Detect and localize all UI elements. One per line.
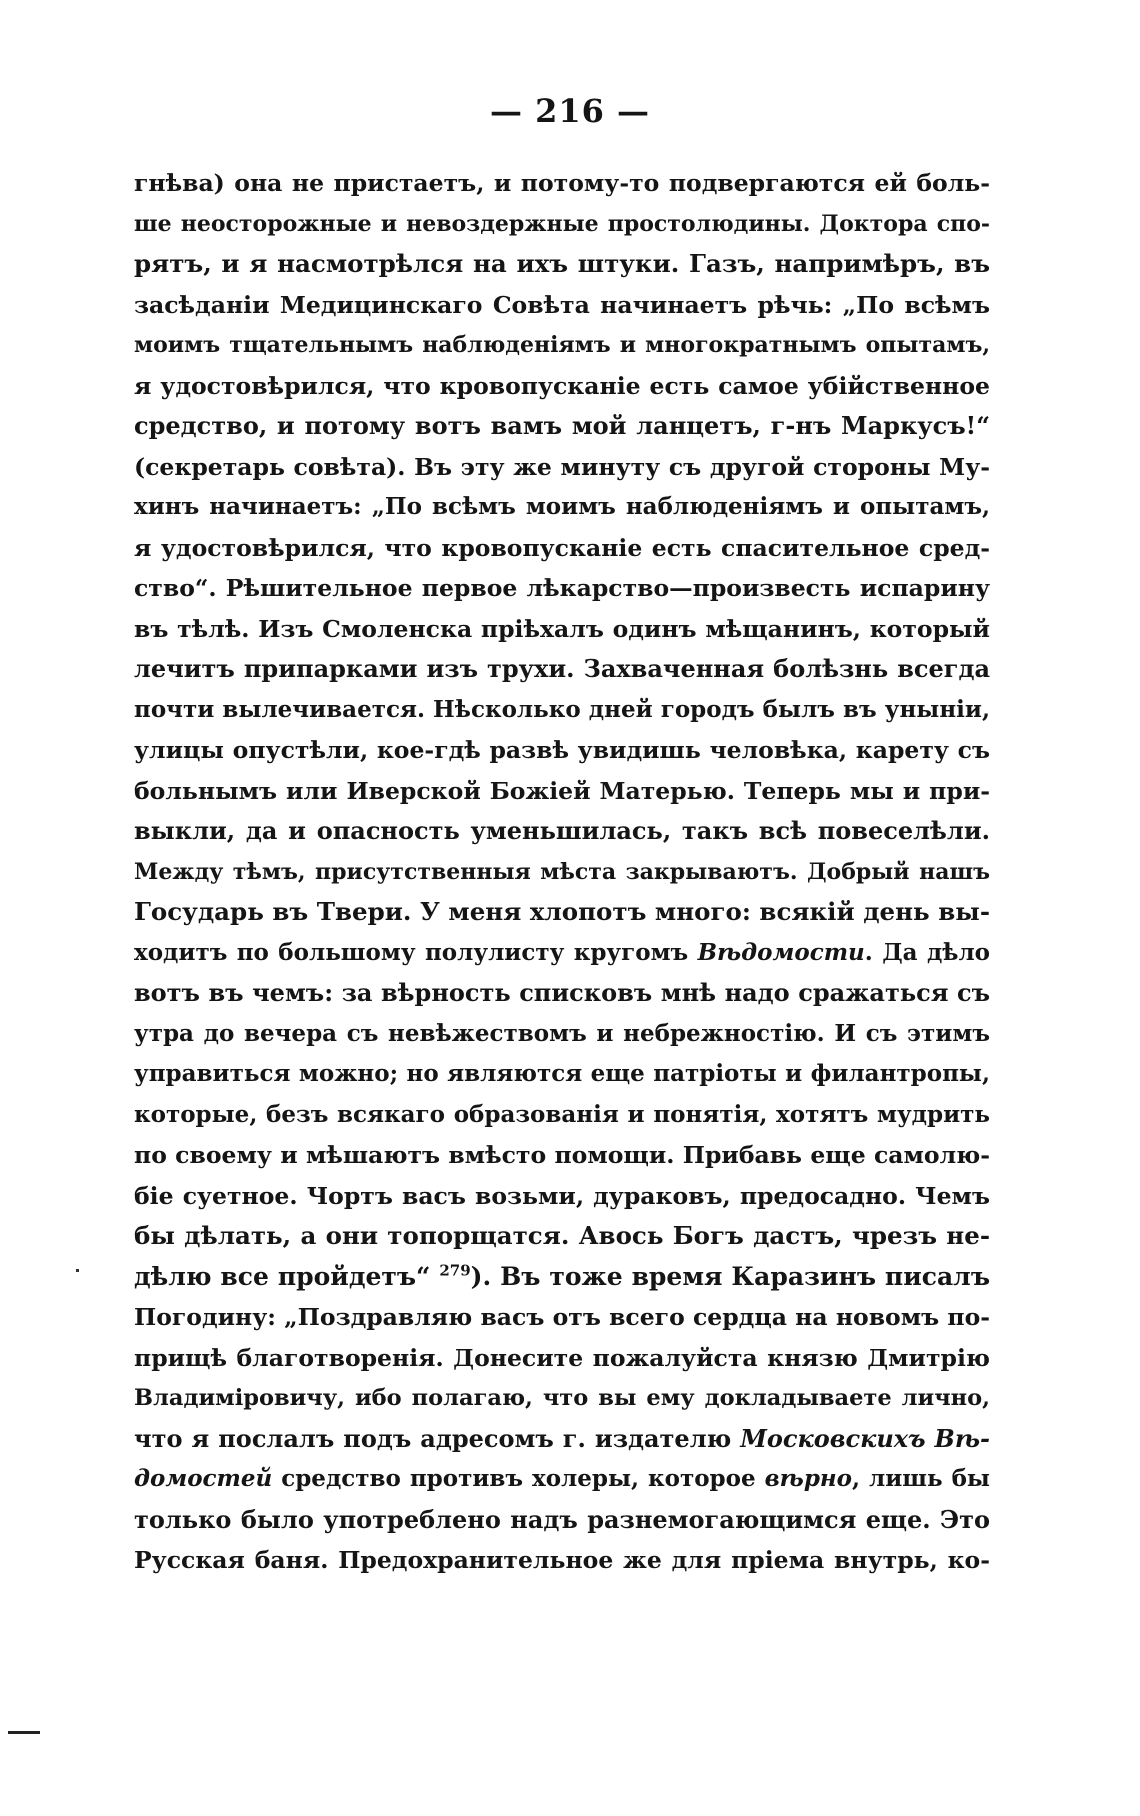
- text-line: лечитъ припарками изъ трухи. Захваченная болѣзнь всегда: [134, 654, 990, 683]
- body-text: [134, 163, 990, 1581]
- text-line: Государь въ Твери. У меня хлопотъ много: всякій день вы-: [134, 897, 990, 926]
- text-line: управиться можно; но являются еще патріоты и филантропы,: [134, 1060, 990, 1087]
- text-line: Владиміровичу, ибо полагаю, что вы ему докладываете лично,: [134, 1385, 990, 1411]
- text-line: (секретарь совѣта). Въ эту же минуту съ другой стороны Му-: [134, 452, 990, 481]
- text-line: я удостовѣрился, что кровопусканіе есть самое убійственное: [134, 371, 990, 400]
- text-line: хинъ начинаетъ: „По всѣмъ моимъ наблюденіямъ и опытамъ,: [134, 493, 990, 520]
- footnote-reference: 279: [439, 1261, 471, 1280]
- italic-title: Московскихъ Вѣ-: [740, 1423, 991, 1453]
- text-line: прищѣ благотворенія. Донесите пожалуйста князю Дмитрію: [134, 1343, 990, 1372]
- text-line: ство“. Рѣшительное первое лѣкарство—произвесть испарину: [134, 574, 990, 602]
- text-line: моимъ тщательнымъ наблюденіямъ и многократнымъ опытамъ,: [134, 332, 990, 358]
- text-line: улицы опустѣли, кое-гдѣ развѣ увидишь человѣка, карету съ: [134, 736, 990, 764]
- margin-mark: [76, 1269, 79, 1272]
- text-line: Погодину: „Поздравляю васъ отъ всего сердца на новомъ по-: [134, 1303, 990, 1331]
- italic-title: домостей: [134, 1465, 273, 1492]
- margin-mark: [8, 1731, 40, 1734]
- text-line: средство, и потому вотъ вамъ мой ланцетъ, г-нъ Маркусъ!“: [134, 411, 990, 440]
- text-line: Между тѣмъ, присутственныя мѣста закрываютъ. Добрый нашъ: [134, 858, 990, 885]
- text-line: засѣданіи Медицинскаго Совѣта начинаетъ рѣчь: „По всѣмъ: [134, 290, 990, 319]
- text-line: вотъ въ чемъ: за вѣрность списковъ мнѣ надо сражаться съ: [134, 978, 990, 1007]
- text-line: рятъ, и я насмотрѣлся на ихъ штуки. Газъ, напримѣръ, въ: [134, 249, 990, 278]
- text-line: дѣлю все пройдетъ“ $^{279}$). Въ тоже время Каразинъ писалъ: [134, 1261, 990, 1291]
- text-line: біе суетное. Чортъ васъ возьми, дураковъ, предосадно. Чемъ: [134, 1181, 990, 1210]
- text-line: больнымъ или Иверской Божіей Матерью. Теперь мы и при-: [134, 776, 990, 805]
- text-line: въ тѣлѣ. Изъ Смоленска пріѣхалъ одинъ мѣщанинъ, который: [134, 614, 990, 643]
- text-line: что я послалъ подъ адресомъ г. издателю Московскихъ Вѣ-: [134, 1423, 991, 1453]
- text-line: выкли, да и опасность уменьшилась, такъ всѣ повеселѣли.: [134, 816, 990, 845]
- text-line: которые, безъ всякаго образованія и понятія, хотятъ мудрить: [134, 1100, 990, 1128]
- text-line: бы дѣлать, а они топорщатся. Авось Богъ дастъ, чрезъ не-: [134, 1221, 990, 1250]
- italic-emphasis: вѣрно: [764, 1465, 853, 1492]
- text-line: по своему и мѣшаютъ вмѣсто помощи. Прибавь еще самолю-: [134, 1141, 990, 1169]
- text-line: утра до вечера съ невѣжествомъ и небрежностію. И съ этимъ: [134, 1019, 990, 1047]
- text-line: гнѣва) она не пристаетъ, и потому-то подвергаются ей боль-: [134, 169, 990, 197]
- text-line: я удостовѣрился, что кровопусканіе есть спасительное сред-: [134, 533, 990, 562]
- page-number: — 216 —: [489, 92, 651, 130]
- text-line: Русская баня. Предохранительное же для пріема внутрь, ко-: [134, 1546, 990, 1574]
- text-line: только было употреблено надъ разнемогающимся еще. Это: [134, 1504, 990, 1534]
- text-line: ходитъ по большому полулисту кругомъ Вѣдомости. Да дѣло: [134, 938, 990, 966]
- text-line: домостей средство противъ холеры, которое вѣрно, лишь бы: [134, 1465, 990, 1492]
- text-line: ше неосторожные и невоздержные простолюдины. Доктора спо-: [134, 210, 990, 237]
- text-line: почти вылечивается. Нѣсколько дней городъ былъ въ уныніи,: [134, 695, 990, 723]
- italic-title: Вѣдомости: [697, 938, 865, 966]
